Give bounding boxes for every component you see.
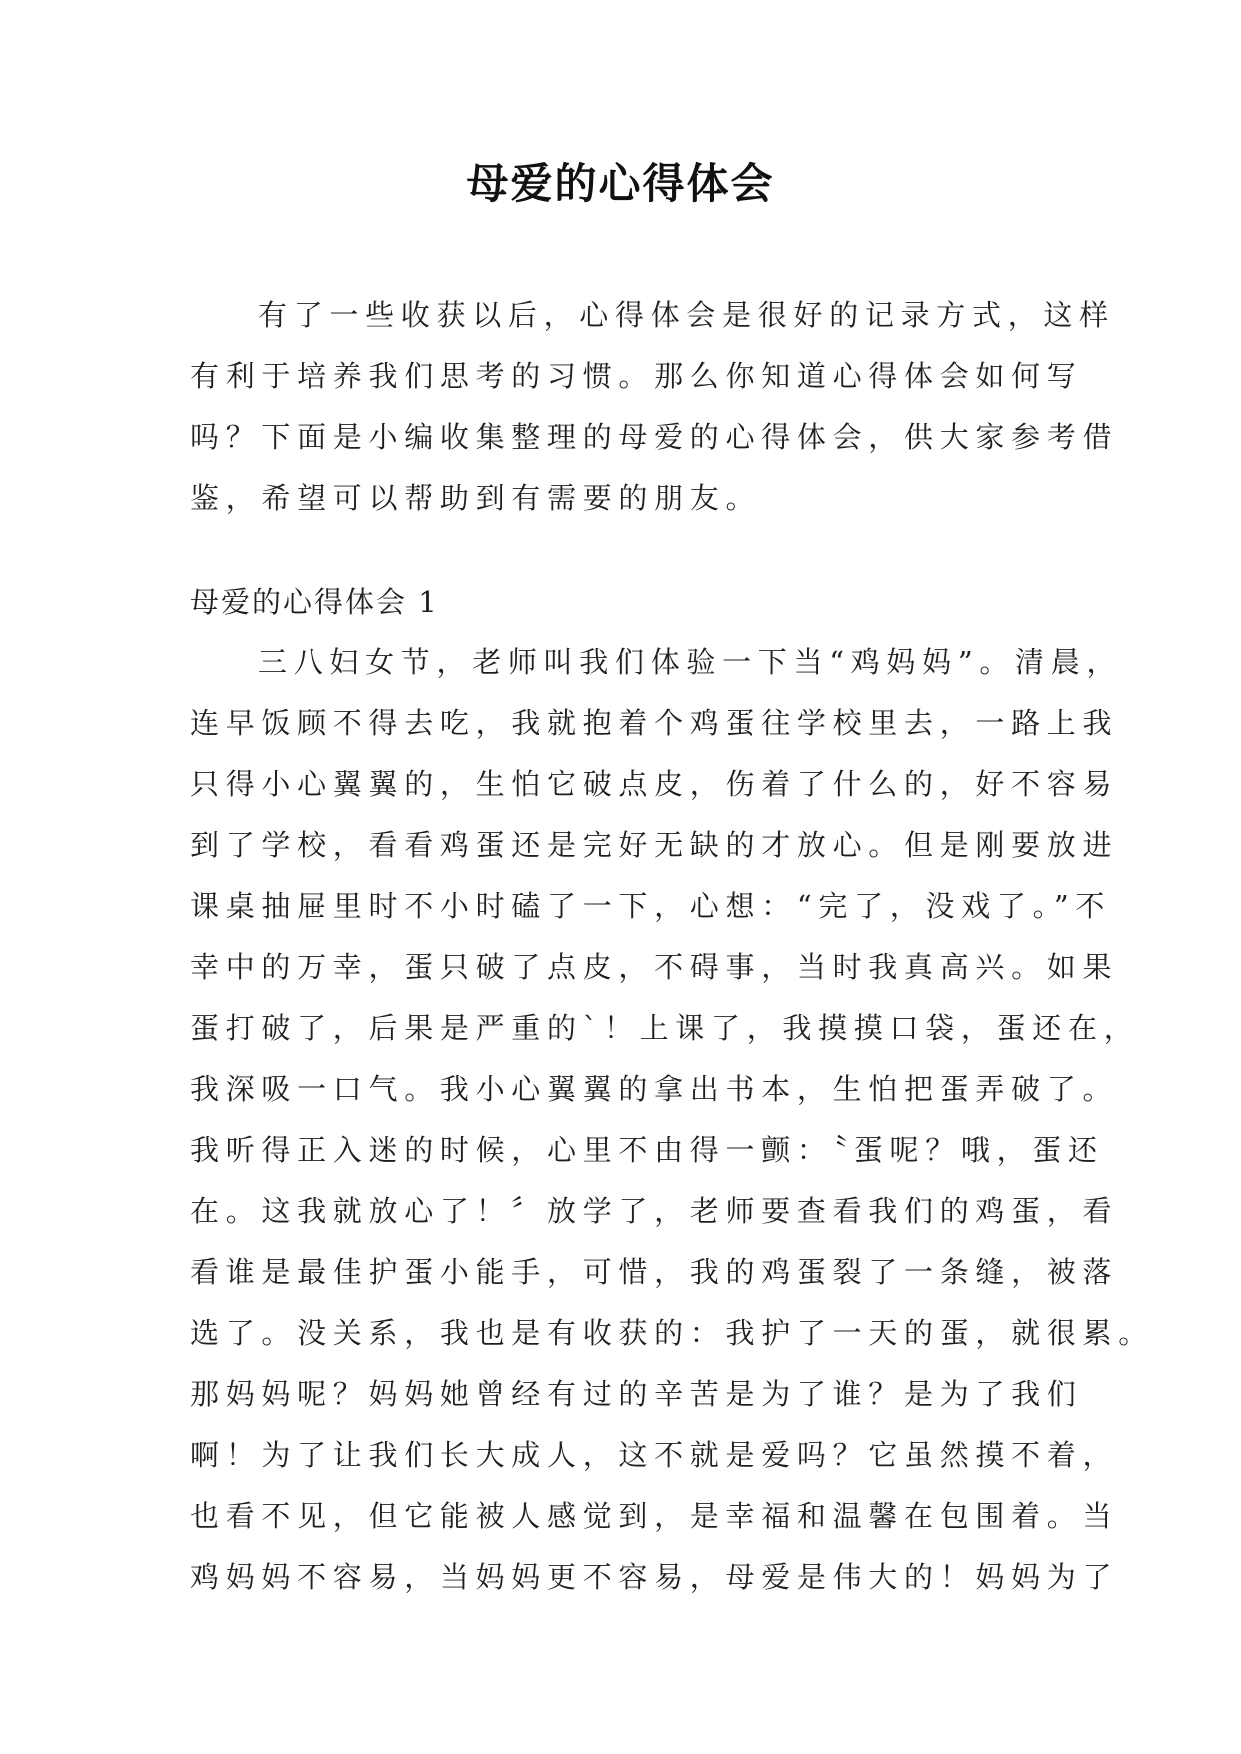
text-line: 看谁是最佳护蛋小能手，可惜，我的鸡蛋裂了一条缝，被落: [190, 1255, 1119, 1289]
text-line: 我深吸一口气。我小心翼翼的拿出书本，生怕把蛋弄破了。: [190, 1072, 1119, 1106]
text-line: 只得小心翼翼的，生怕它破点皮，伤着了什么的，好不容易: [190, 767, 1119, 801]
text-line: 我听得正入迷的时候，心里不由得一颤：〝蛋呢？哦，蛋还: [190, 1133, 1104, 1167]
intro-paragraph: [190, 285, 1119, 529]
text-line: 那妈妈呢？妈妈她曾经有过的辛苦是为了谁？是为了我们: [190, 1377, 1083, 1411]
text-line: 选了。没关系，我也是有收获的：我护了一天的蛋，就很累。: [190, 1316, 1154, 1350]
page-title: 母爱的心得体会: [466, 159, 775, 208]
text-line: 啊！为了让我们长大成人，这不就是爱吗？它虽然摸不着，: [190, 1438, 1119, 1472]
text-line: 连早饭顾不得去吃，我就抱着个鸡蛋往学校里去，一路上我: [190, 706, 1119, 740]
section-heading: 母爱的心得体会 1: [190, 585, 439, 619]
text-line: 在。这我就放心了！〞放学了，老师要查看我们的鸡蛋，看: [190, 1194, 1119, 1228]
text-line: 鸡妈妈不容易，当妈妈更不容易，母爱是伟大的！妈妈为了: [190, 1560, 1119, 1594]
text-line: 也看不见，但它能被人感觉到，是幸福和温馨在包围着。当: [190, 1499, 1119, 1533]
text-line: 吗？下面是小编收集整理的母爱的心得体会，供大家参考借: [190, 420, 1119, 454]
text-line: 幸中的万幸，蛋只破了点皮，不碍事，当时我真高兴。如果: [190, 950, 1119, 984]
text-line: 有利于培养我们思考的习惯。那么你知道心得体会如何写: [190, 359, 1083, 393]
text-line: 到了学校，看看鸡蛋还是完好无缺的才放心。但是刚要放进: [190, 828, 1119, 862]
text-line: 课桌抽屉里时不小时磕了一下，心想：“完了，没戏了。”不: [190, 889, 1112, 923]
text-line: 三八妇女节，老师叫我们体验一下当“鸡妈妈”。清晨，: [258, 645, 1123, 679]
text-line: 蛋打破了，后果是严重的`！上课了，我摸摸口袋，蛋还在，: [190, 1011, 1140, 1045]
text-line: 有了一些收获以后，心得体会是很好的记录方式，这样: [258, 298, 1115, 332]
text-line: 鉴，希望可以帮助到有需要的朋友。: [190, 481, 762, 515]
body-paragraph: [190, 632, 1154, 1608]
